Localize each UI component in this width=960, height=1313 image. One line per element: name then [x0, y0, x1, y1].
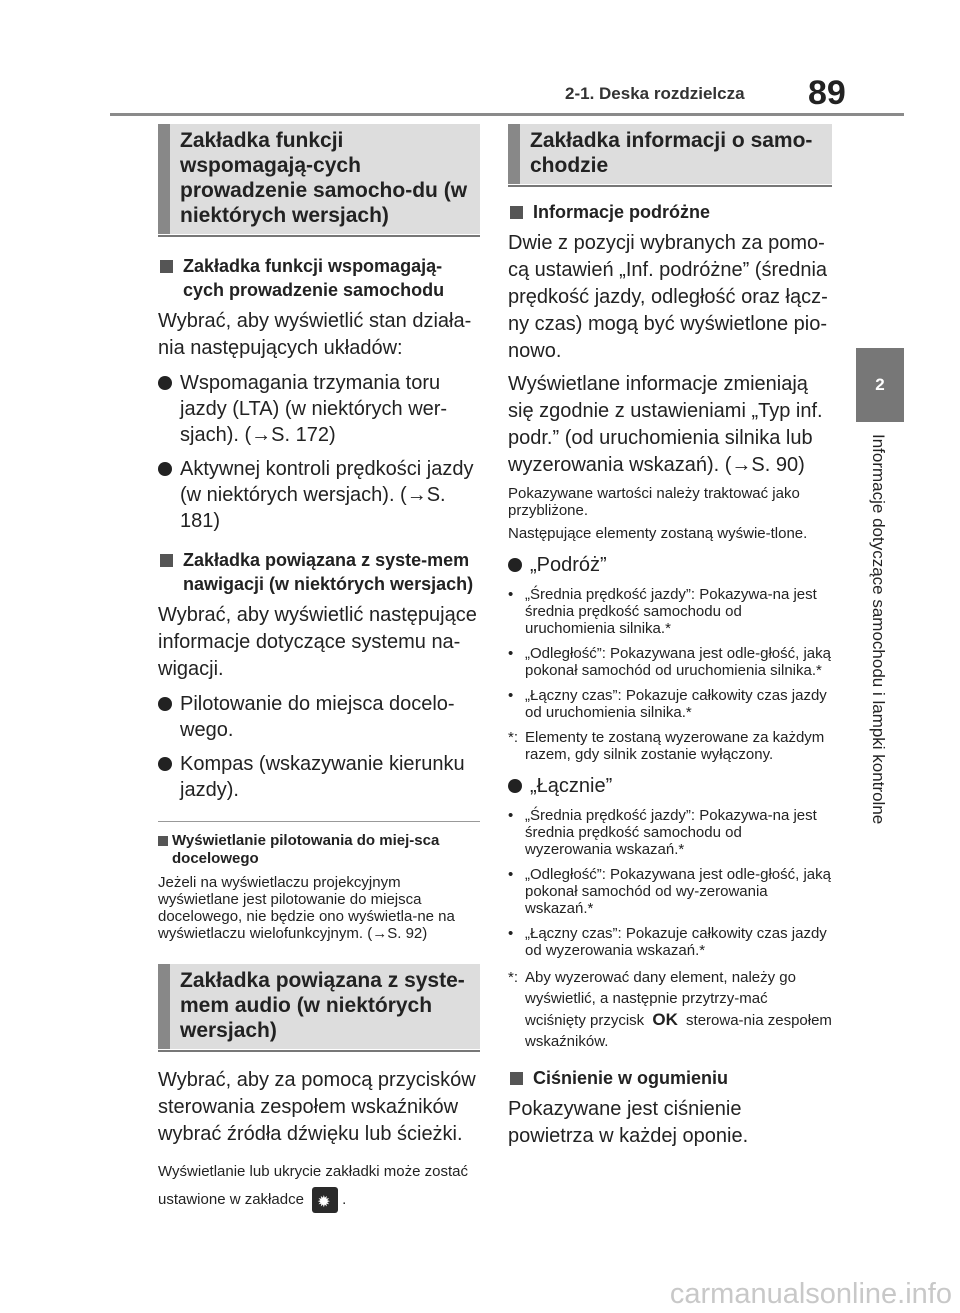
- list-item: Kompas (wskazywanie kierunku jazdy).: [158, 751, 480, 803]
- paragraph: Wybrać, aby za pomocą przycisków sterowania zespołem wskaźników wybrać źródła dźwięku lub ścieżki.: [158, 1069, 476, 1145]
- watermark: carmanualsonline.info: [669, 1278, 952, 1310]
- round-bullet-icon: [158, 697, 172, 711]
- list-item: Pilotowanie do miejsca docelo-wego.: [158, 691, 480, 743]
- square-bullet-icon: [160, 554, 173, 567]
- small-note: Następujące elementy zostaną wyświe-tlone.: [508, 525, 808, 542]
- footnote: *: Aby wyzerować dany element, należy go wyświetlić, a następnie przytrzy-mać wciśnięty przycisk OK sterowa-nia zespołem wskaźników.: [508, 969, 832, 1050]
- paragraph: Dwie z pozycji wybranych za pomo-cą ustawień „Inf. podróżne” (średnia prędkość jazdy, odległość oraz łącz-ny czas) mogą być wyświetlone pio-nowo.: [508, 232, 828, 362]
- square-bullet-icon: [510, 1072, 523, 1085]
- note-text: Jeżeli na wyświetlaczu projekcyjnym wyświetlane jest pilotowanie do miejsca docelowego, nie będzie ono wyświetla-ne na wyświetlaczu wielofunkcyjnym. (→S. 92): [158, 874, 455, 942]
- small-note: Pokazywane wartości należy traktować jako przybliżone.: [508, 485, 800, 519]
- note-heading: Wyświetlanie pilotowania do miej-sca docelowego: [158, 832, 480, 868]
- settings-note: Wyświetlanie lub ukrycie zakładki może zostać ustawione w zakładce ✹ .: [158, 1163, 468, 1212]
- left-column: [158, 124, 480, 1214]
- settings-gear-icon: ✹: [312, 1187, 338, 1213]
- sub-list-item: • „Łączny czas”: Pokazuje całkowity czas jazdy od uruchomienia silnika.*: [508, 687, 827, 721]
- chapter-title-vertical: Informacje dotyczące samochodu i lampki kontrolne: [869, 434, 888, 825]
- list-item-total: „Łącznie”: [508, 773, 832, 799]
- list-item-trip: „Podróż”: [508, 552, 832, 578]
- round-bullet-icon: [508, 558, 522, 572]
- round-bullet-icon: [508, 779, 522, 793]
- paragraph: Pokazywane jest ciśnienie powietrza w każdej oponie.: [508, 1098, 749, 1147]
- note-divider: [158, 821, 480, 822]
- section-heading-driving-assist: Zakładka funkcji wspomagają-cych prowadzenie samocho-du (w niektórych wersjach): [158, 124, 480, 234]
- square-bullet-icon: [160, 260, 173, 273]
- section-heading-vehicle-info: Zakładka informacji o samo-chodzie: [508, 124, 832, 184]
- round-bullet-icon: [158, 376, 172, 390]
- sub-list-item: • „Odległość”: Pokazywana jest odle-głość, jaką pokonał samochód od wy-zerowania wskazań.*: [508, 866, 831, 917]
- paragraph: Wybrać, aby wyświetlić stan działa-nia następujących układów:: [158, 310, 472, 359]
- paragraph: Wybrać, aby wyświetlić następujące informacje dotyczące systemu na-wigacji.: [158, 604, 477, 680]
- list-item: Wspomagania trzymania toru jazdy (LTA) (w niektórych wer-sjach). (→S. 172): [158, 370, 480, 448]
- footnote: *: Elementy te zostaną wyzerowane za każdym razem, gdy silnik zostanie wyłączony.: [508, 729, 825, 763]
- sub-list-item: • „Odległość”: Pokazywana jest odle-głość, jaką pokonał samochód od uruchomienia silnika.*: [508, 645, 831, 679]
- chapter-tab: 2: [856, 348, 904, 422]
- subheading-trip-info: Informacje podróżne: [508, 200, 832, 224]
- subheading-navigation: Zakładka powiązana z syste-mem nawigacji (w niektórych wersjach): [158, 548, 480, 596]
- round-bullet-icon: [158, 462, 172, 476]
- square-bullet-icon: [158, 836, 168, 846]
- paragraph: Wyświetlane informacje zmieniają się zgodnie z ustawieniami „Typ inf. podr.” (od uruchomienia silnika lub wyzerowania wskazań). (→S. 90): [508, 373, 823, 476]
- list-item: Aktywnej kontroli prędkości jazdy (w niektórych wersjach). (→S. 181): [158, 456, 480, 534]
- square-bullet-icon: [510, 206, 523, 219]
- header-rule: [110, 113, 904, 116]
- round-bullet-icon: [158, 757, 172, 771]
- sub-list-item: • „Łączny czas”: Pokazuje całkowity czas jazdy od wyzerowania wskazań.*: [508, 925, 827, 959]
- sub-list-item: • „Średnia prędkość jazdy”: Pokazywa-na jest średnia prędkość samochodu od uruchomienia silnika.*: [508, 586, 817, 637]
- page-number: 89: [808, 74, 846, 112]
- running-header-section: 2-1. Deska rozdzielcza: [565, 84, 745, 103]
- section-heading-audio: Zakładka powiązana z syste-mem audio (w niektórych wersjach): [158, 964, 480, 1049]
- ok-button-icon: OK: [652, 1010, 678, 1029]
- right-column: [508, 124, 832, 1150]
- sub-list-item: • „Średnia prędkość jazdy”: Pokazywa-na jest średnia prędkość samochodu od wyzerowania wskazań.*: [508, 807, 817, 858]
- subheading-driving-assist: Zakładka funkcji wspomagają-cych prowadzenie samochodu: [158, 254, 480, 302]
- subheading-tire-pressure: Ciśnienie w ogumieniu: [508, 1066, 832, 1090]
